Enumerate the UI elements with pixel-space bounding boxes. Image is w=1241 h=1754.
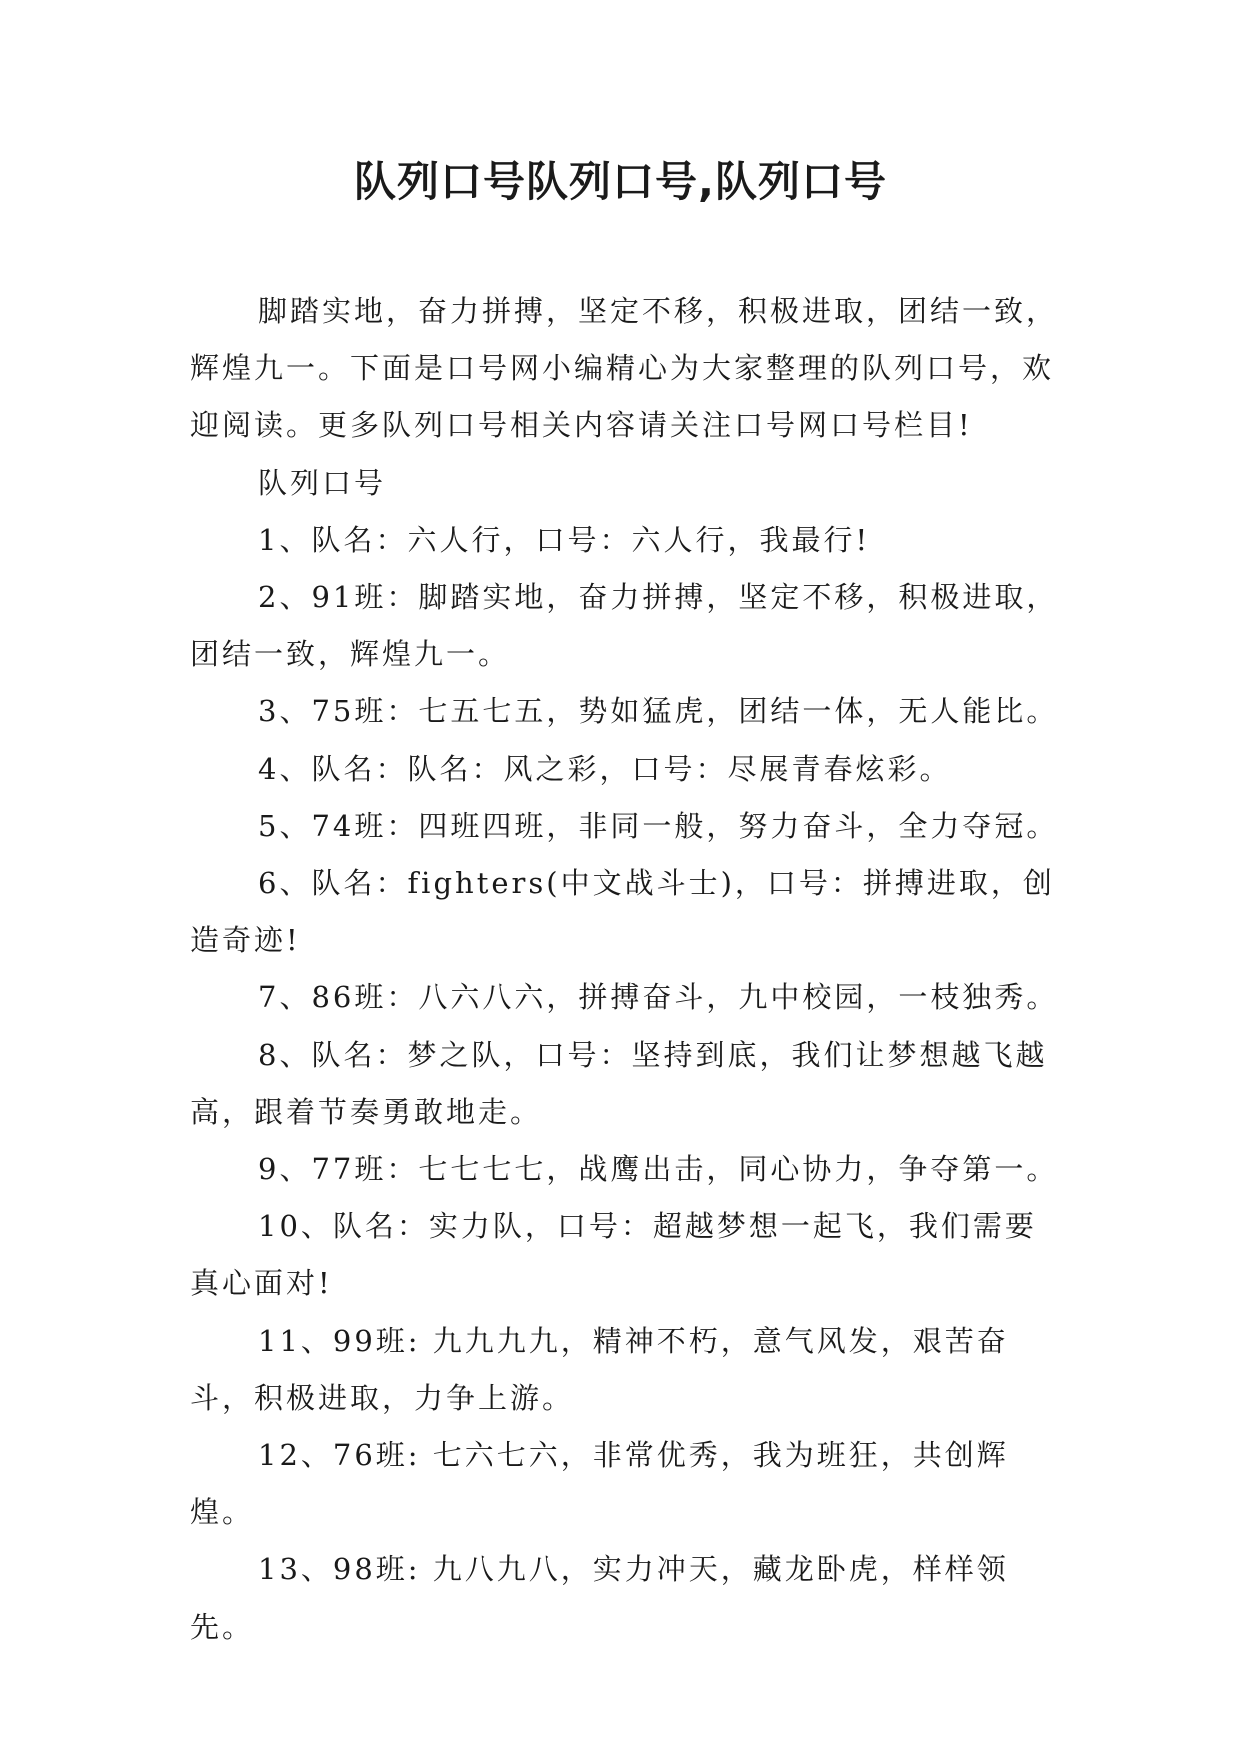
slogan-item: 6、队名：fighters(中文战斗士)，口号：拼搏进取，创造奇迹! [190, 866, 1055, 958]
slogan-item: 4、队名：队名：风之彩，口号：尽展青春炫彩。 [258, 751, 952, 786]
slogan-item: 13、98班: 九八九八，实力冲天，藏龙卧虎，样样领先。 [190, 1552, 1009, 1644]
intro-paragraph: 脚踏实地，奋力拼搏，坚定不移，积极进取，团结一致，辉煌九一。下面是口号网小编精心为大家整理的队列口号，欢迎阅读。更多队列口号相关内容请关注口号网口号栏目! [190, 294, 1059, 443]
slogan-item: 10、队名：实力队，口号：超越梦想一起飞，我们需要真心面对! [190, 1209, 1037, 1301]
slogan-item: 12、76班: 七六七六，非常优秀，我为班狂，共创辉煌。 [190, 1438, 1009, 1530]
slogan-item: 5、74班：四班四班，非同一般，努力奋斗，全力夺冠。 [258, 808, 1059, 843]
document-title: 队列口号队列口号,队列口号 [354, 157, 887, 206]
slogan-item: 3、75班：七五七五，势如猛虎，团结一体，无人能比。 [258, 694, 1059, 729]
slogan-item: 1、队名：六人行，口号：六人行，我最行! [258, 522, 871, 557]
slogan-item: 7、86班：八六八六，拼搏奋斗，九中校园，一枝独秀。 [258, 980, 1059, 1015]
document-body [190, 283, 1062, 1656]
slogan-item: 8、队名：梦之队，口号：坚持到底，我们让梦想越飞越高，跟着节奏勇敢地走。 [190, 1037, 1048, 1129]
slogan-item: 11、99班: 九九九九，精神不朽，意气风发，艰苦奋斗，积极进取，力争上游。 [190, 1323, 1009, 1415]
slogan-item: 2、91班：脚踏实地，奋力拼搏，坚定不移，积极进取，团结一致，辉煌九一。 [190, 580, 1059, 672]
slogan-item: 9、77班：七七七七，战鹰出击，同心协力，争夺第一。 [258, 1152, 1059, 1187]
section-heading: 队列口号 [258, 465, 387, 500]
